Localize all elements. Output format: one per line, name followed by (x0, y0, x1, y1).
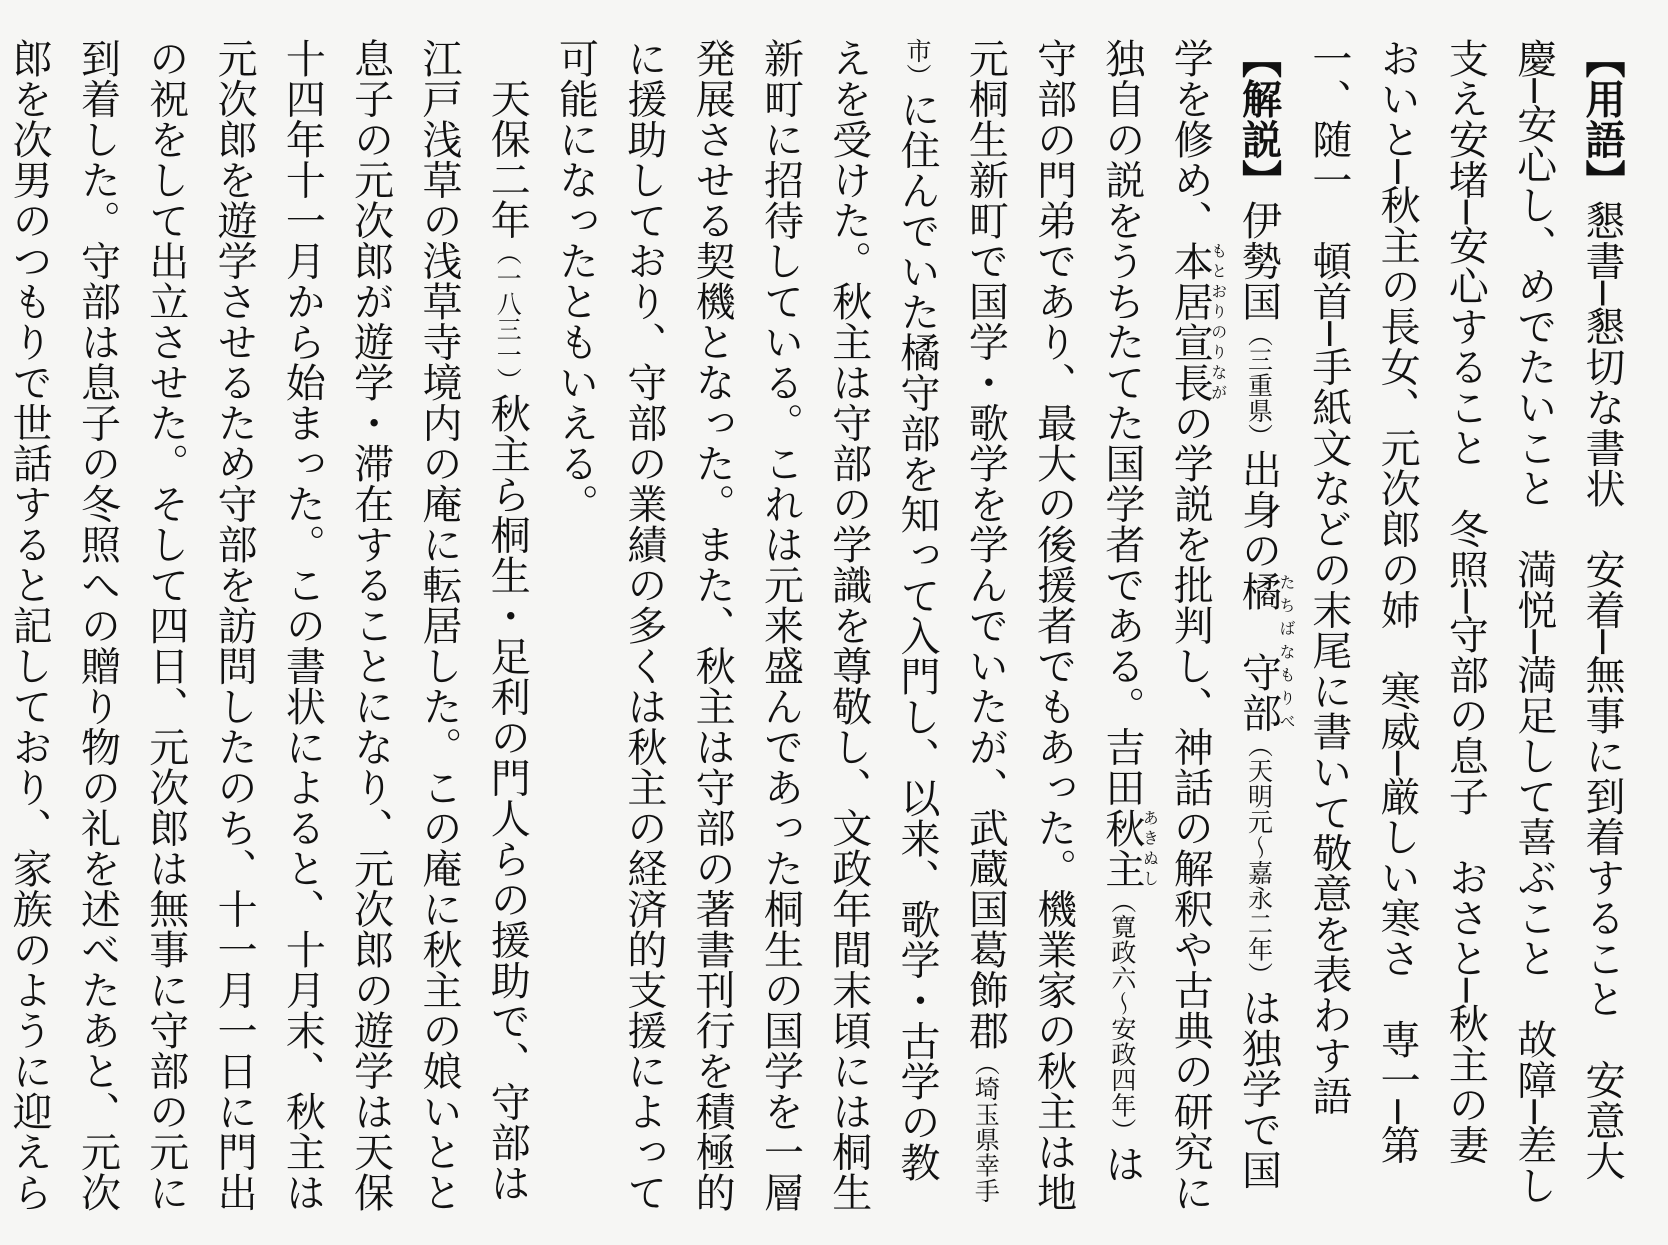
commentary-paragraph-2 (0, 38, 541, 1216)
body-text: は守部の門弟であり、最大の後援者でもあった。機業家の秋主は地元桐生新町で国学・歌学を学んでいたが、武蔵国葛飾郡 (962, 38, 1145, 1213)
commentary-heading: 【解説】 (1235, 38, 1282, 200)
annotation: （寛政六〜安政四年） (1107, 888, 1137, 1144)
ruby-name-akinushi: 秋主あきぬし (1098, 807, 1160, 889)
glossary-line: ─安心し、めでたいこと 満悦─満足して喜ぶこと 故障─差し支え (1442, 38, 1557, 1206)
annotation: （埼玉県幸手市） (903, 38, 1001, 1204)
annotation: （三重県） (1244, 321, 1274, 449)
body-text: 伊勢国 (1235, 200, 1282, 322)
glossary-line: ─秋主の長女、元次郎の姉 寒威─厳しい寒さ 専一─第一、随一 頓 (1305, 38, 1421, 1165)
body-text: の学説を批判し、神話の解釈や古典の研究に独自の説をうちたてた国学者である。吉田 (1098, 38, 1214, 1213)
glossary-line: 首─手紙文などの末尾に書いて敬意を表わす語 (1305, 281, 1352, 1116)
body-text: に住んでいた橘守部を知って入門し、以来、歌学・古学の教えを受けた。秋主は守部の学識を尊敬し、文政年間末頃には桐生新町に招待している。これは元来盛んであった桐生の国学を一層発展させる契機となった。また、秋主は守部の著書刊行を積極的に援助しており、守部の業績の多くは秋主の経済的支援によって可能になったともいえる。 (552, 38, 941, 1213)
glossary-line: 懇書─懇切な書状 安着─無事に到着すること 安意大慶 (1510, 38, 1625, 1181)
glossary-section (1295, 38, 1636, 1216)
body-text: 秋主ら桐生・足利の門人らの援助で、守部は江戸浅草の浅草寺境内の庵に転居した。この庵に秋主の娘いとと息子の元次郎が遊学・滞在することになり、元次郎の遊学は天保十四年十一月から始まった。この書状によると、十月末、秋主は元次郎を遊学させるため守部を訪問したのち、十一月一日に門出の祝をして出立させた。そして四日、元次郎は無事に守部の元に到着した。守部は息子の冬照への贈り物の礼を述べたあと、元次郎を次男のつもりで世話すると記しており、家族のように迎えら (6, 38, 531, 1213)
glossary-line: 安堵─安心すること 冬照─守部の息子 おさと─秋主の妻 おいと (1374, 38, 1489, 1206)
vertical-text-body (6, 38, 1636, 1216)
body-text: 出身の (1235, 449, 1282, 571)
commentary-paragraph-1 (541, 38, 1297, 1216)
annotation: （天明元〜嘉永二年） (1244, 732, 1274, 988)
ruby-name-tachibana-moribe: 橘 守部たちばなもりべ (1235, 570, 1297, 733)
body-text: 天保二年 (484, 78, 531, 240)
annotation: （一八三一） (493, 240, 523, 393)
ruby-name-motoori-norinaga: 本居宣長もとおりのりなが (1167, 240, 1228, 403)
glossary-heading: 【用語】 (1579, 38, 1625, 200)
body-text: は独学で国学を修め、 (1167, 38, 1282, 1190)
